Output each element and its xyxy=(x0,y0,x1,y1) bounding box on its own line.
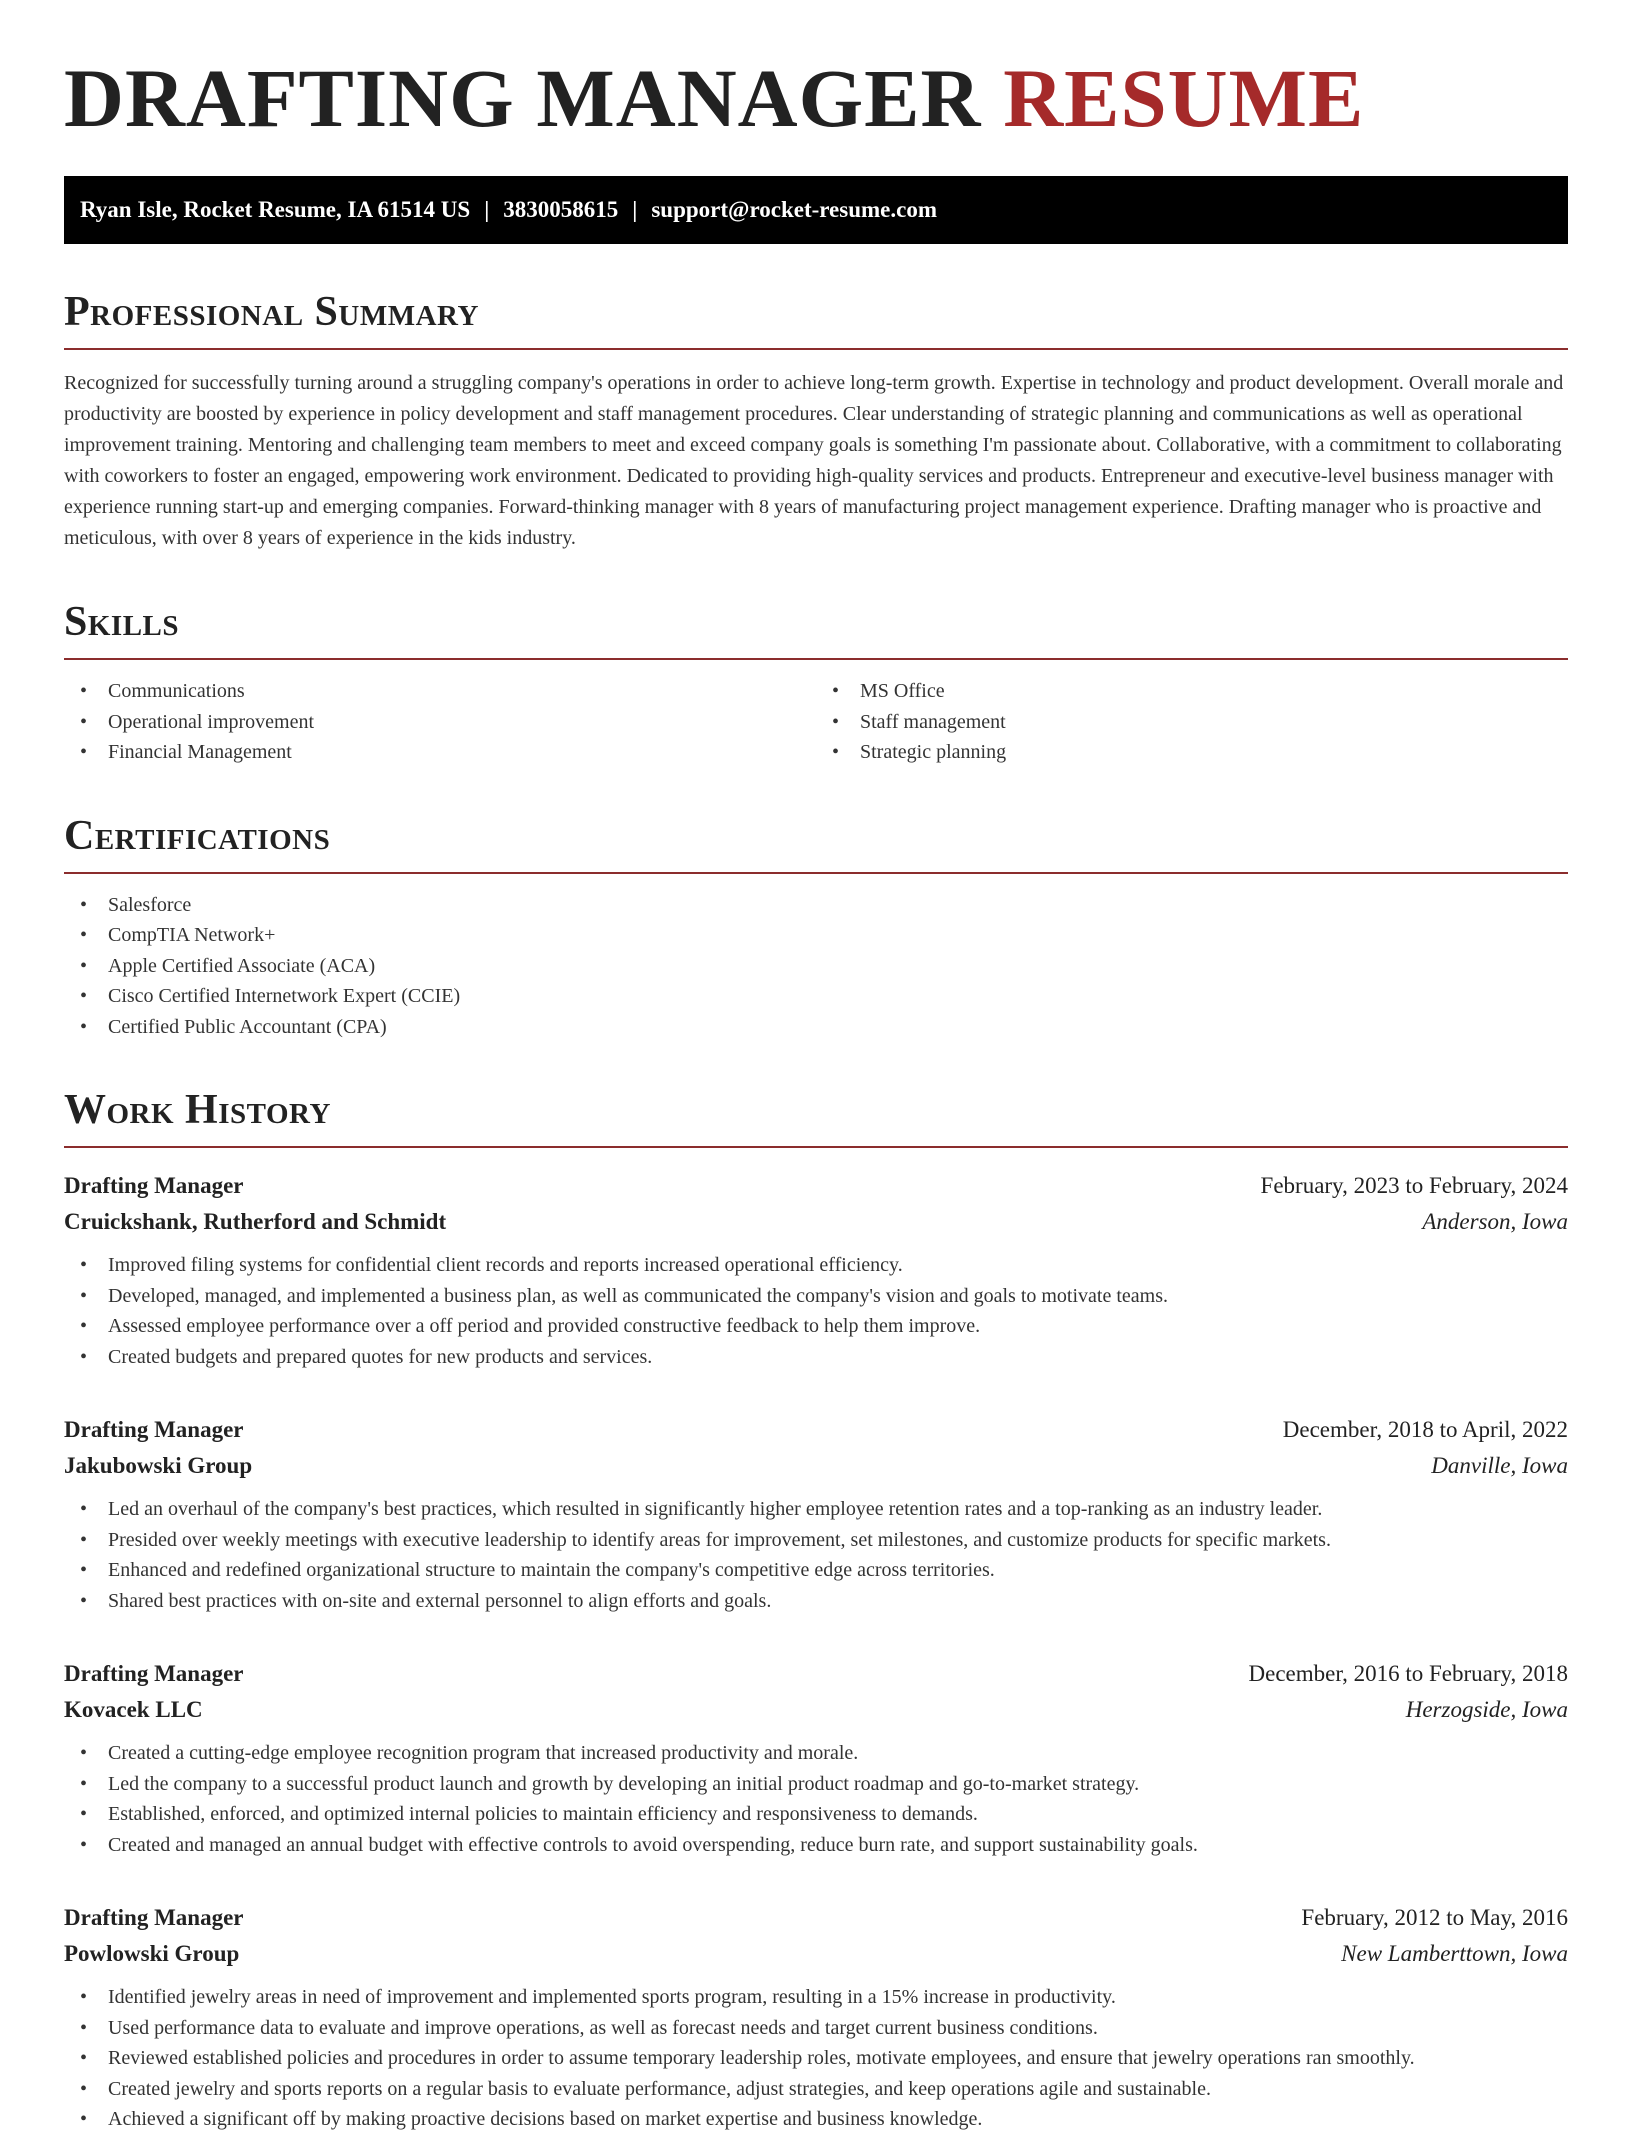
job-company: Jakubowski Group xyxy=(64,1453,253,1478)
certifications-list xyxy=(64,890,1568,1043)
job-company-row xyxy=(64,1204,1568,1240)
job-title: Drafting Manager xyxy=(64,1417,244,1442)
job-location: Anderson, Iowa xyxy=(1422,1209,1568,1234)
job-dates: December, 2018 to April, 2022 xyxy=(1282,1417,1568,1442)
job-company-row xyxy=(64,1448,1568,1484)
contact-bar xyxy=(64,176,1568,244)
skill-item: • Communications xyxy=(64,676,816,707)
job-location: New Lamberttown, Iowa xyxy=(1341,1941,1568,1966)
job-header-row xyxy=(64,1656,1568,1692)
job-bullet: • Identified jewelry areas in need of improvement and implemented sports program, resulting in a 15% increase in productivity. xyxy=(64,1982,1568,2013)
title-accent: RESUME xyxy=(1003,52,1365,144)
certification-item: • Certified Public Accountant (CPA) xyxy=(64,1012,1568,1043)
job-location: Herzogside, Iowa xyxy=(1405,1697,1568,1722)
certifications-section xyxy=(64,812,1568,1043)
job-company-row xyxy=(64,1692,1568,1728)
job-bullets xyxy=(64,1494,1568,1616)
job-entry xyxy=(64,1168,1568,1372)
job-company-row xyxy=(64,1936,1568,1972)
job-bullets xyxy=(64,1738,1568,1860)
job-entry xyxy=(64,1900,1568,2135)
job-dates: December, 2016 to February, 2018 xyxy=(1248,1661,1568,1686)
job-header-row xyxy=(64,1168,1568,1204)
job-bullet: • Created a cutting-edge employee recognition program that increased productivity and morale. xyxy=(64,1738,1568,1769)
job-bullet: • Developed, managed, and implemented a business plan, as well as communicated the company's vision and goals to motivate teams. xyxy=(64,1281,1568,1312)
job-dates: February, 2023 to February, 2024 xyxy=(1260,1173,1568,1198)
section-title-skills: Skills xyxy=(64,598,1568,660)
job-bullet: • Used performance data to evaluate and improve operations, as well as forecast needs and target current business conditions. xyxy=(64,2013,1568,2044)
summary-text: Recognized for successfully turning around a struggling company's operations in order to achieve long-term growth. Expertise in technology and product development. Overall morale and productivity are boosted by experience in policy development and staff management procedures. Clear understanding of strategic planning and communications as well as operational improvement training. Mentoring and challenging team members to meet and exceed company goals is something I'm passionate about. Collaborative, with a commitment to collaborating with coworkers to foster an engaged, empowering work environment. Dedicated to providing high-quality services and products. Entrepreneur and executive-level business manager with experience running start-up and emerging companies. Forward-thinking manager with 8 years of manufacturing project management experience. Drafting manager who is proactive and meticulous, with over 8 years of experience in the kids industry. xyxy=(64,372,1564,549)
contact-email[interactable]: support@rocket-resume.com xyxy=(651,197,937,222)
job-header-row xyxy=(64,1412,1568,1448)
contact-phone[interactable]: 3830058615 xyxy=(503,197,619,222)
job-title: Drafting Manager xyxy=(64,1173,244,1198)
skills-list-right xyxy=(816,676,1568,768)
job-bullet: • Achieved a significant off by making proactive decisions based on market expertise and business knowledge. xyxy=(64,2104,1568,2135)
job-bullet: • Created jewelry and sports reports on a regular basis to evaluate performance, adjust strategies, and keep operations agile and sustainable. xyxy=(64,2074,1568,2105)
contact-separator: | xyxy=(632,197,638,222)
job-bullet: • Led the company to a successful product launch and growth by developing an initial product roadmap and go-to-market strategy. xyxy=(64,1769,1568,1800)
job-title: Drafting Manager xyxy=(64,1905,244,1930)
job-bullet: • Led an overhaul of the company's best practices, which resulted in significantly higher employee retention rates and a top-ranking as an industry leader. xyxy=(64,1494,1568,1525)
job-entry xyxy=(64,1412,1568,1616)
section-title-summary: Professional Summary xyxy=(64,288,1568,350)
resume-title xyxy=(64,0,1568,144)
summary-section xyxy=(64,288,1568,554)
title-main: DRAFTING MANAGER xyxy=(64,52,982,144)
job-dates: February, 2012 to May, 2016 xyxy=(1301,1905,1568,1930)
section-title-work-history: Work History xyxy=(64,1086,1568,1148)
skills-columns xyxy=(64,676,1568,768)
job-location: Danville, Iowa xyxy=(1431,1453,1568,1478)
job-bullet: • Enhanced and redefined organizational structure to maintain the company's competitive edge across territories. xyxy=(64,1555,1568,1586)
work-history-section xyxy=(64,1086,1568,2135)
job-bullet: • Presided over weekly meetings with executive leadership to identify areas for improvement, set milestones, and customize products for specific markets. xyxy=(64,1525,1568,1556)
section-title-certifications: Certifications xyxy=(64,812,1568,874)
job-company: Powlowski Group xyxy=(64,1941,240,1966)
contact-separator: | xyxy=(484,197,490,222)
job-bullet: • Shared best practices with on-site and external personnel to align efforts and goals. xyxy=(64,1586,1568,1617)
job-header-row xyxy=(64,1900,1568,1936)
job-bullet: • Created and managed an annual budget with effective controls to avoid overspending, reduce burn rate, and support sustainability goals. xyxy=(64,1830,1568,1861)
skill-item: • Strategic planning xyxy=(816,737,1568,768)
skills-section xyxy=(64,598,1568,768)
job-entry xyxy=(64,1656,1568,1860)
contact-address: Ryan Isle, Rocket Resume, IA 61514 US xyxy=(80,197,471,222)
job-title: Drafting Manager xyxy=(64,1661,244,1686)
job-company: Kovacek LLC xyxy=(64,1697,203,1722)
certification-item: • Salesforce xyxy=(64,890,1568,921)
skills-list-left xyxy=(64,676,816,768)
job-bullet: • Improved filing systems for confidential client records and reports increased operational efficiency. xyxy=(64,1250,1568,1281)
skill-item: • Operational improvement xyxy=(64,707,816,738)
certification-item: • Apple Certified Associate (ACA) xyxy=(64,951,1568,982)
skill-item: • Financial Management xyxy=(64,737,816,768)
certification-item: • Cisco Certified Internetwork Expert (CCIE) xyxy=(64,981,1568,1012)
skill-item: • MS Office xyxy=(816,676,1568,707)
skill-item: • Staff management xyxy=(816,707,1568,738)
job-bullet: • Created budgets and prepared quotes for new products and services. xyxy=(64,1342,1568,1373)
job-bullet: • Reviewed established policies and procedures in order to assume temporary leadership roles, motivate employees, and ensure that jewelry operations ran smoothly. xyxy=(64,2043,1568,2074)
job-bullet: • Established, enforced, and optimized internal policies to maintain efficiency and responsiveness to demands. xyxy=(64,1799,1568,1830)
job-bullet: • Assessed employee performance over a off period and provided constructive feedback to help them improve. xyxy=(64,1311,1568,1342)
job-bullets xyxy=(64,1250,1568,1372)
job-company: Cruickshank, Rutherford and Schmidt xyxy=(64,1209,447,1234)
certification-item: • CompTIA Network+ xyxy=(64,920,1568,951)
